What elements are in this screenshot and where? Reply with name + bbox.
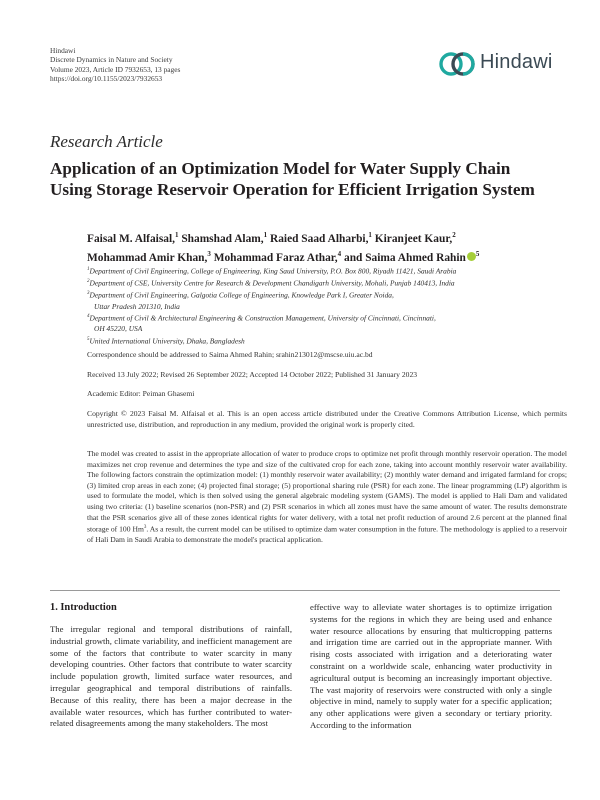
body-column-left: The irregular regional and temporal distributions of rainfall, industrial growth, climate variability, and inefficient management are some of the factors that contribute to water scarcity in many developing countries. Other factors that contribute to water scarcity include population growth, limited surface water resources, and irregular geographical and temporal distributions of rainfalls. Because of this reality, there has been a major decrease in the available water resources, which has further contributed to water-related disagreements among the many stakeholders. The most [50,624,292,729]
affiliation-text: Department of Civil & Architectural Engineering & Construction Management, University of Cincinnati, Cincinnati, [89,313,436,323]
logo-wordmark: Hindawi [480,51,553,73]
academic-editor: Academic Editor: Peiman Ghasemi [87,389,195,398]
affiliation-text-continued: Uttar Pradesh 201310, India [94,301,180,311]
affiliation-mark: 2 [87,279,90,285]
author-list [87,228,567,267]
affiliation-text-continued: OH 45220, USA [94,324,143,334]
hindawi-logo-icon [438,49,478,79]
affiliation-mark: 1 [87,267,90,272]
affiliation-text: United International University, Dhaka, Bangladesh [89,336,245,346]
title-line-1: Application of an Optimization Model for Water Supply Chain [50,159,511,178]
author-name[interactable]: Kiranjeet Kaur, [374,232,453,245]
affiliations [87,265,567,347]
article-type: Research Article [50,132,163,151]
author-affil-mark: 5 [475,250,480,259]
correspondence: Correspondence should be addressed to Saima Ahmed Rahin; srahin213012@mscse.uiu.ac.bd [87,350,373,359]
affiliation-mark: 5 [87,337,90,343]
author-affil-mark: 4 [337,250,342,259]
article-title [50,158,570,200]
copyright-notice: Copyright © 2023 Faisal M. Alfaisal et al. This is an open access article distributed under the Creative Commons Attribution License, which permits unrestricted use, distribution, and reproduction in any medium, provided the original work is properly cited. [87,409,567,429]
affiliation-text: Department of Civil Engineering, Galgotia College of Engineering, Knowledge Park I, Greater Noida, [89,290,394,300]
affiliation-mark: 3 [87,291,90,297]
hindawi-logo [438,49,558,79]
affiliation-item [87,265,567,277]
abstract-text-end: . As a result, the current model can be utilised to optimize dam water consumption in the future. The methodology is applied to a reservoir of Hali Dam in Saudi Arabia to demonstrate the model's practical application. [87,524,568,545]
journal-header [50,46,180,84]
affiliation-item [87,289,567,312]
publication-dates: Received 13 July 2022; Revised 26 September 2022; Accepted 14 October 2022; Published 31 January 2023 [87,370,418,379]
title-line-2: Using Storage Reservoir Operation for Efficient Irrigation System [50,180,535,199]
author-name[interactable]: Raied Saad Alharbi, [269,232,369,245]
abstract [87,449,567,546]
affiliation-item [87,335,567,347]
author-name[interactable]: Faisal M. Alfaisal, [87,232,175,245]
author-name[interactable]: Shamshad Alam, [181,232,264,245]
affiliation-text: Department of Civil Engineering, College of Engineering, King Saud University, P.O. Box 800, Riyadh 11421, Saudi Arabia [89,266,457,276]
author-affil-mark: 1 [263,231,268,239]
journal-name: Discrete Dynamics in Nature and Society [50,55,173,65]
volume-info: Volume 2023, Article ID 7932653, 13 pages [50,64,181,74]
section-divider [50,590,560,591]
author-affil-mark: 2 [452,231,456,239]
author-affil-mark: 1 [368,231,372,239]
doi-link[interactable]: https://doi.org/10.1155/2023/7932653 [50,74,163,84]
section-heading: 1. Introduction [50,602,117,613]
affiliation-item [87,277,567,289]
author-name[interactable]: and Saima Ahmed Rahin [344,252,466,265]
publisher-name: Hindawi [50,46,76,55]
author-affil-mark: 1 [174,231,179,239]
affiliation-mark: 4 [87,314,90,320]
affiliation-text: Department of CSE, University Centre for Research & Development Chandigarh University, Mohali, Punjab 140413, India [89,278,455,288]
author-name[interactable]: Mohammad Amir Khan, [87,252,208,265]
orcid-icon[interactable] [467,252,476,261]
body-column-right: effective way to alleviate water shortages is to optimize irrigation systems for the regions in which they are being used and enhance water resource allocations by ensuring that multicropping patterns and irrigation time are carried out in the appropriate manner. With rising costs associated with irrigation and a deteriorating water constraint on a worldwide scale, enhancing water productivity in agricultural output is becoming an increasingly important objective. The vast majority of reservoirs were constructed with only a single objective in mind, namely to supply water for a specific application; any other applications were given a secondary or tertiary priority. According to the information [310,602,552,730]
author-affil-mark: 3 [207,250,211,259]
affiliation-item [87,312,567,335]
author-name[interactable]: Mohammad Faraz Athar, [213,252,338,265]
abstract-text: The model was created to assist in the appropriate allocation of water to produce crops to optimize net profit through monthly reservoir operation. The model maximizes net crop revenue and determines the type and size of the cultivated crop for each zone, taking into account monthly reservoir water availability. The following factors constrain the optimization model: (1) monthly reservoir water availability; (2) monthly water demand and irrigated farmland for crops; (3) limited crop areas in each zone; (4) projected final storage; (5) proportional sharing rule (PSR) for each zone. The linear programming (LP) algorithm is used to formulate the model, which is then solved using the general algebraic modeling system (GAMS). The model is applied to Hali Dam and validated using two criteria: (1) baseline scenarios (non-PSR) and (2) PSR scenarios in which all zones must have the same amount of water. The results demonstrate that the PSR scenarios give all of these zones identical rights for water delivery, with a total net profit reduction of around 2.6 percent at the planned final storage of 100 Hm [87,449,567,534]
abstract-superscript: 3 [143,525,147,531]
